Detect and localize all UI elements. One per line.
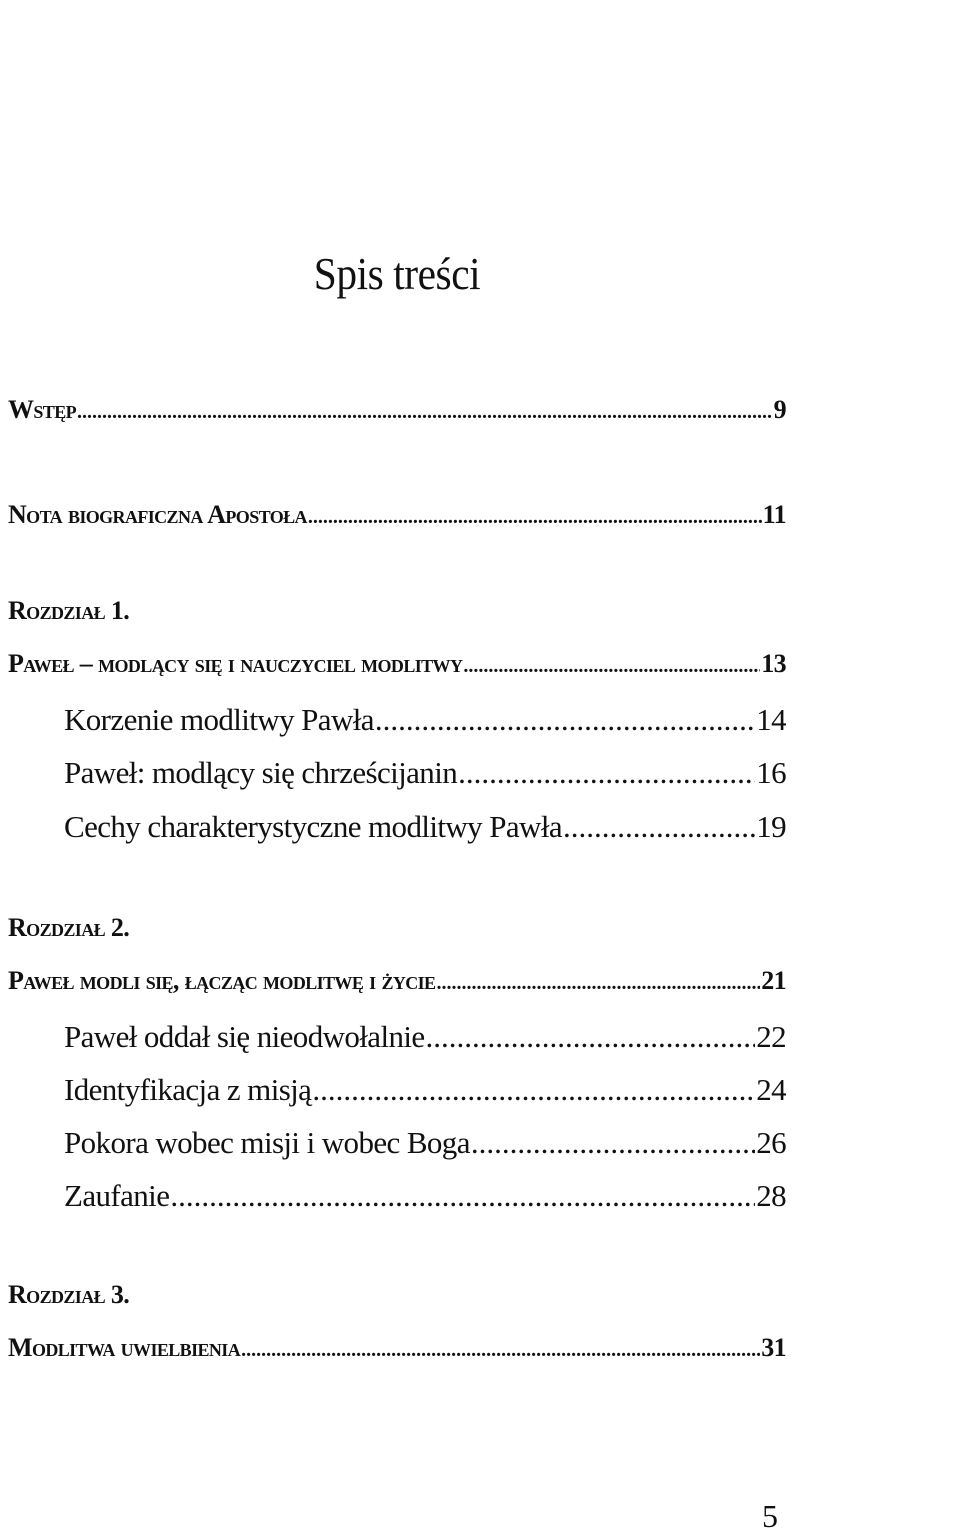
dot-leader (563, 802, 755, 852)
toc-entry-page: 19 (756, 809, 786, 844)
dot-leader (375, 695, 755, 745)
toc-entry-title: Paweł – modlący się i nauczyciel modlitwy (8, 649, 463, 678)
toc-entry-page: 24 (756, 1072, 786, 1107)
toc-entry-page: 13 (761, 649, 786, 678)
toc-subentry[interactable] (64, 802, 786, 852)
toc-entry-page: 14 (756, 702, 786, 737)
toc-entry-page: 28 (756, 1178, 786, 1213)
toc-subentry[interactable] (64, 1012, 786, 1062)
dot-leader (458, 748, 755, 798)
dot-leader (241, 1323, 760, 1373)
toc-entry-title: Korzenie modlitwy Pawła (64, 702, 374, 737)
dot-leader (170, 1171, 755, 1221)
toc-subentry[interactable] (64, 1118, 786, 1168)
toc-entry-page: 21 (761, 966, 786, 995)
toc-entry-title: Modlitwa uwielbienia (8, 1333, 241, 1362)
toc-entry-page: 16 (756, 755, 786, 790)
toc-entry-page: 31 (761, 1333, 786, 1362)
toc-entry-title: Zaufanie (64, 1178, 170, 1213)
toc-subentry[interactable] (64, 1065, 786, 1115)
toc-entry-title: Pokora wobec misji i wobec Boga (64, 1125, 470, 1160)
chapter-2-label: Rozdział 2. (8, 913, 130, 942)
toc-entry-nota[interactable] (8, 490, 786, 540)
toc-entry-page: 9 (773, 395, 786, 424)
toc-subentry[interactable] (64, 748, 786, 798)
dot-leader (426, 1012, 756, 1062)
chapter-3-label: Rozdział 3. (8, 1280, 130, 1309)
page-number: 5 (762, 1498, 778, 1534)
page-title: Spis treści (313, 248, 481, 299)
dot-leader (436, 956, 760, 1006)
dot-leader (471, 1118, 755, 1168)
toc-entry-title: Paweł modli się, łącząc modlitwę i życie (8, 966, 436, 995)
toc-entry-title: Cechy charakterystyczne modlitwy Pawła (64, 809, 562, 844)
dot-leader (312, 1065, 755, 1115)
dot-leader (463, 639, 760, 689)
toc-entry-title: Nota biograficzna Apostoła (8, 500, 307, 529)
dot-leader (77, 385, 773, 435)
toc-entry-page: 11 (762, 500, 786, 529)
toc-entry-chapter-3[interactable] (8, 1323, 786, 1373)
toc-entry-chapter-2[interactable] (8, 956, 786, 1006)
toc-entry-chapter-1[interactable] (8, 639, 786, 689)
toc-entry-wstep[interactable] (8, 385, 786, 435)
chapter-1-label: Rozdział 1. (8, 596, 130, 625)
toc-entry-title: Wstęp (8, 395, 77, 424)
toc-entry-title: Paweł oddał się nieodwołalnie (64, 1019, 425, 1054)
toc-entry-page: 26 (756, 1125, 786, 1160)
toc-entry-title: Paweł: modlący się chrześcijanin (64, 755, 458, 790)
toc-subentry[interactable] (64, 695, 786, 745)
toc-subentry[interactable] (64, 1171, 786, 1221)
toc-entry-title: Identyfikacja z misją (64, 1072, 312, 1107)
toc-entry-page: 22 (756, 1019, 786, 1054)
dot-leader (308, 490, 762, 540)
